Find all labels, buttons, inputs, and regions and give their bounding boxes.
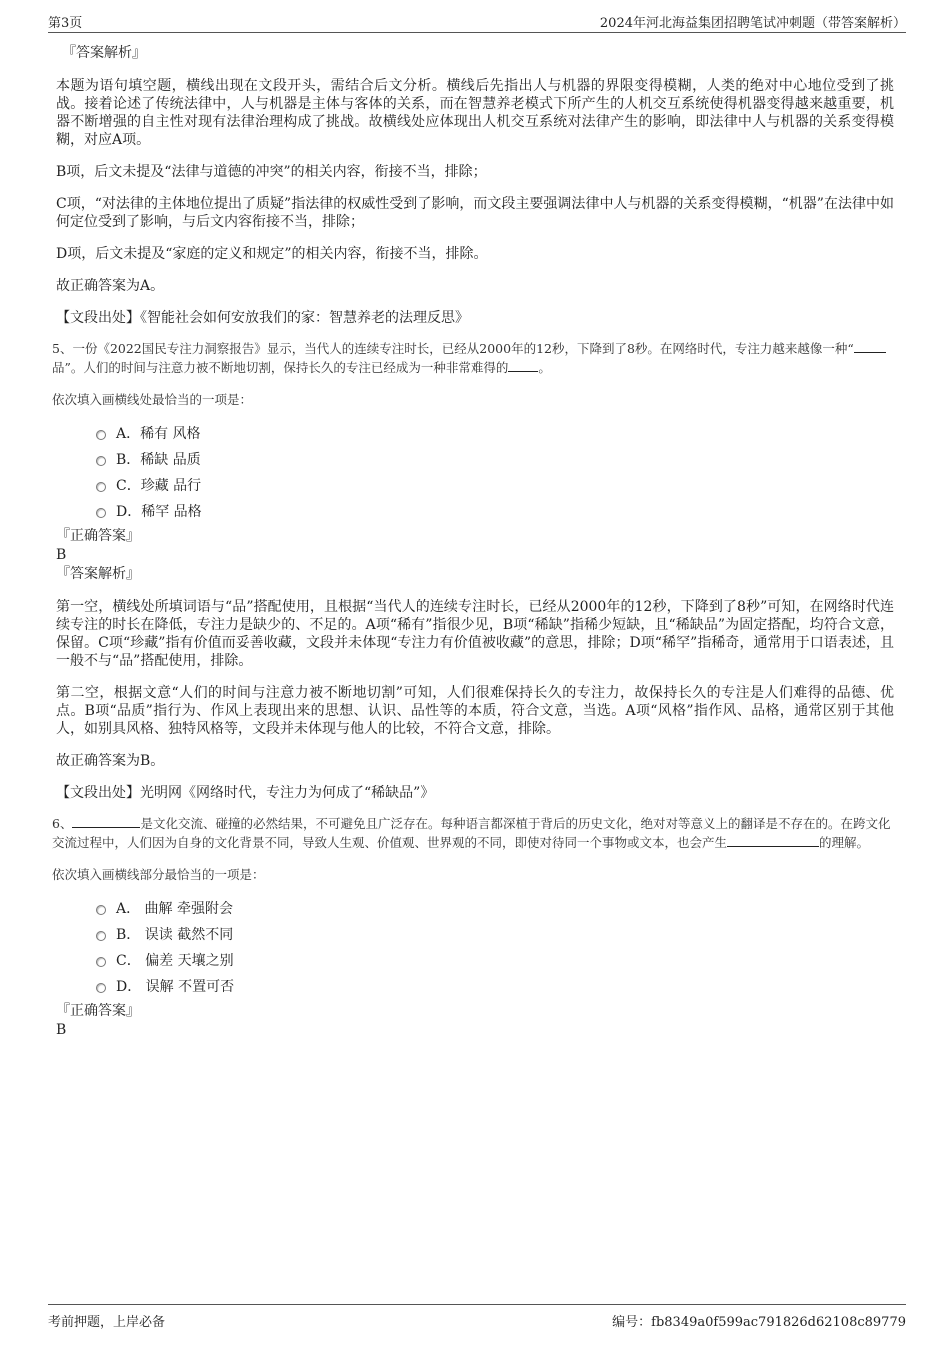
analysis-paragraph: C项，“对法律的主体地位提出了质疑”指法律的权威性受到了影响，而文段主要强调法律中人与机器的关系变得模糊，“机器”在法律中如何定位受到了影响，与后文内容衔接不当，排除； bbox=[56, 196, 894, 230]
question-5-prompt: 依次填入画横线处最恰当的一项是： bbox=[52, 392, 253, 407]
correct-answer-label: 『正确答案』 bbox=[56, 528, 140, 544]
blank bbox=[727, 834, 819, 847]
radio-icon[interactable] bbox=[96, 983, 106, 993]
blank bbox=[854, 340, 886, 353]
option-a[interactable]: A． 曲解 牵强附会 bbox=[56, 896, 894, 922]
option-c[interactable]: C．珍藏 品行 bbox=[56, 473, 894, 499]
option-b[interactable]: B．稀缺 品质 bbox=[56, 447, 894, 473]
page-content bbox=[52, 44, 894, 1039]
document-title: 2024年河北海益集团招聘笔试冲刺题（带答案解析） bbox=[599, 16, 906, 31]
radio-icon[interactable] bbox=[96, 508, 106, 518]
document-code: 编号：fb8349a0f599ac791826d62108c89779 bbox=[612, 1315, 906, 1330]
correct-answer: B bbox=[56, 1022, 67, 1038]
blank bbox=[508, 359, 538, 372]
source-citation: 【文段出处】《智能社会如何安放我们的家：智慧养老的法理反思》 bbox=[56, 310, 469, 326]
radio-icon[interactable] bbox=[96, 456, 106, 466]
conclusion: 故正确答案为B。 bbox=[56, 753, 165, 769]
footer-slogan: 考前押题，上岸必备 bbox=[48, 1315, 166, 1330]
option-d[interactable]: D． 误解 不置可否 bbox=[56, 974, 894, 1000]
page-header bbox=[48, 10, 906, 33]
analysis-paragraph: D项，后文未提及“家庭的定义和规定”的相关内容，衔接不当，排除。 bbox=[56, 246, 488, 262]
analysis-paragraph: 第一空，横线处所填词语与“品”搭配使用，且根据“当代人的连续专注时长，已经从2000年的12秒，下降到了8秒”可知，在网络时代连续专注的时长在降低，专注力是缺少的、不足的。A项“稀有”指很少见，B项“稀缺”指稀少短缺，且“稀缺品”为固定搭配，均符合文意，保留。C项“珍藏”指有价值而妥善收藏，文段并未体现“专注力有价值被收藏”的意思，排除；D项“稀罕”指稀奇，通常用于口语表述，且一般不与“品”搭配使用，排除。 bbox=[56, 599, 894, 669]
conclusion: 故正确答案为A。 bbox=[56, 278, 165, 294]
analysis-label: 『答案解析』 bbox=[62, 45, 146, 61]
analysis-paragraph: 第二空，根据文意“人们的时间与注意力被不断地切割”可知，人们很难保持长久的专注力，故保持长久的专注是人们难得的品德、优点。B项“品质”指行为、作风上表现出来的思想、认识、品性等的本质，符合文意，当选。A项“风格”指作风、品格，通常区别于其他人，如别具风格、独特风格等，文段并未体现与他人的比较，不符合文意，排除。 bbox=[56, 685, 894, 737]
option-a[interactable]: A．稀有 风格 bbox=[56, 421, 894, 447]
page-footer bbox=[48, 1304, 906, 1335]
source-citation: 【文段出处】光明网《网络时代，专注力为何成了“稀缺品”》 bbox=[56, 785, 435, 801]
radio-icon[interactable] bbox=[96, 931, 106, 941]
question-6-options bbox=[56, 896, 894, 1000]
question-5-stem: 5、一份《2022国民专注力洞察报告》显示，当代人的连续专注时长，已经从2000年的12秒，下降到了8秒。在网络时代，专注力越来越像一种“品”。人们的时间与注意力被不断地切割，保持长久的专注已经成为一种非常难得的 。 bbox=[52, 339, 894, 377]
correct-answer-label: 『正确答案』 bbox=[56, 1003, 140, 1019]
question-6-prompt: 依次填入画横线部分最恰当的一项是： bbox=[52, 867, 265, 882]
question-6-stem: 6、 是文化交流、碰撞的必然结果，不可避免且广泛存在。每种语言都深植于背后的历史文化，绝对对等意义上的翻译是不存在的。在跨文化交流过程中，人们因为自身的文化背景不同，导致人生观、价值观、世界观的不同，即使对待同一个事物或文本，也会产生 的理解。 bbox=[52, 816, 891, 850]
analysis-paragraph: B项，后文未提及“法律与道德的冲突”的相关内容，衔接不当，排除； bbox=[56, 164, 487, 180]
radio-icon[interactable] bbox=[96, 905, 106, 915]
correct-answer: B bbox=[56, 547, 67, 563]
option-d[interactable]: D．稀罕 品格 bbox=[56, 499, 894, 525]
blank bbox=[72, 815, 140, 828]
analysis-paragraph: 本题为语句填空题，横线出现在文段开头，需结合后文分析。横线后先指出人与机器的界限变得模糊，人类的绝对中心地位受到了挑战。接着论述了传统法律中，人与机器是主体与客体的关系，而在智慧养老模式下所产生的人机交互系统使得机器变得越来越重要，机器不断增强的自主性对现有法律治理构成了挑战。故横线处应体现出人机交互系统对法律产生的影响，即法律中人与机器的关系变得模糊，对应A项。 bbox=[56, 78, 894, 148]
question-5-options bbox=[56, 421, 894, 525]
radio-icon[interactable] bbox=[96, 957, 106, 967]
radio-icon[interactable] bbox=[96, 430, 106, 440]
option-b[interactable]: B． 误读 截然不同 bbox=[56, 922, 894, 948]
option-c[interactable]: C． 偏差 天壤之别 bbox=[56, 948, 894, 974]
analysis-label: 『答案解析』 bbox=[56, 566, 140, 582]
page-number: 第3页 bbox=[48, 16, 83, 31]
radio-icon[interactable] bbox=[96, 482, 106, 492]
